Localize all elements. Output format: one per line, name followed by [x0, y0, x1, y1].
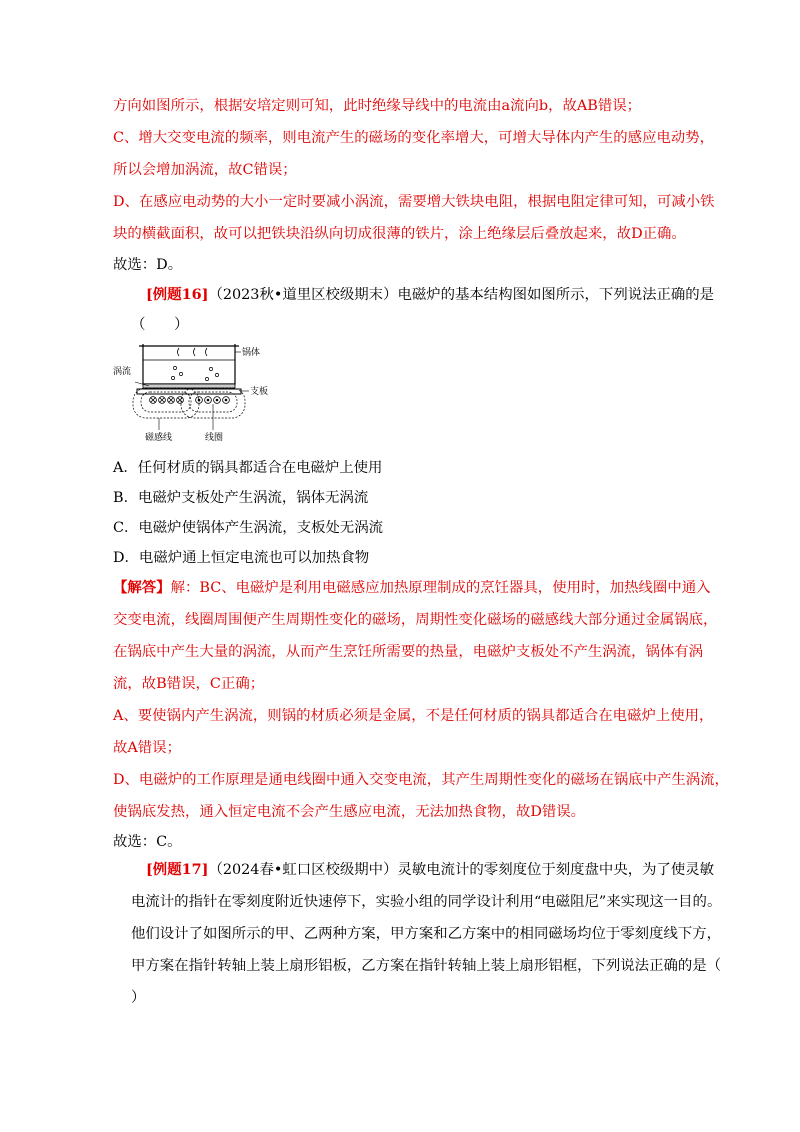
label-pot: 锅体 [242, 348, 261, 358]
text-line: C、增大交变电流的频率，则电流产生的磁场的变化率增大，可增大导体内产生的感应电动势， [113, 130, 715, 146]
option-c: C．电磁炉使锅体产生涡流，支板处无涡流 [113, 520, 384, 536]
q17-tag: [例题17] [146, 861, 209, 878]
label-plate: 支板 [250, 387, 269, 397]
q17-line: 甲方案在指针转轴上装上扇形铝板，乙方案在指针转轴上装上扇形铝框，下列说法正确的是（ [131, 958, 722, 974]
q16-stem [146, 286, 714, 304]
induction-cooker-diagram [113, 338, 269, 446]
solution-line: 故A错误； [113, 740, 181, 756]
q17-stem [146, 861, 714, 879]
text-line: 块的横截面积，故可以把铁块沿纵向切成很薄的铁片，涂上绝缘层后叠放起来，故D正确。 [113, 226, 686, 242]
label-field: 磁感线 [145, 433, 173, 443]
q16-stem-text: （2023秋•道里区校级期末）电磁炉的基本结构图如图所示，下列说法正确的是 [208, 287, 715, 303]
q16-paren: （ ） [131, 317, 189, 333]
option-d: D．电磁炉通上恒定电流也可以加热食物 [113, 550, 370, 566]
text-line: 方向如图所示，根据安培定则可知，此时绝缘导线中的电流由a流向b，故AB错误； [113, 98, 642, 114]
solution-line: 在锅底中产生大量的涡流，从而产生烹饪所需要的热量，电磁炉支板处不产生涡流，锅体有涡 [113, 644, 704, 660]
solution-text: 解：BC、电磁炉是利用电磁感应加热原理制成的烹饪器具，使用时，加热线圈中通入 [170, 580, 711, 596]
answer-choice: 故选：D。 [113, 257, 183, 273]
text-line: 所以会增加涡流，故C错误； [113, 162, 297, 178]
solution-tag: 【解答】 [113, 579, 171, 596]
option-a: A．任何材质的锅具都适合在电磁炉上使用 [113, 460, 383, 476]
answer-choice: 故选：C。 [113, 834, 182, 850]
label-coil: 线圈 [205, 433, 224, 443]
solution-line: 流，故B错误，C正确； [113, 676, 265, 692]
text-line: D、在感应电动势的大小一定时要减小涡流，需要增大铁块电阻，根据电阻定律可知，可减小铁 [113, 194, 715, 210]
solution-line: D、电磁炉的工作原理是通电线圈中通入交变电流，其产生周期性变化的磁场在锅底中产生涡流， [113, 772, 729, 788]
solution-line: A、要使锅内产生涡流，则锅的材质必须是金属，不是任何材质的锅具都适合在电磁炉上使用， [113, 708, 714, 724]
q17-line: 电流计的指针在零刻度附近快速停下，实验小组的同学设计利用“电磁阻尼”来实现这一目的。 [131, 894, 722, 910]
option-b: B．电磁炉支板处产生涡流，锅体无涡流 [113, 490, 369, 506]
q16-tag: [例题16] [146, 286, 209, 303]
q17-line: ） [131, 990, 146, 1006]
q17-stem-text: （2024春•虹口区校级期中）灵敏电流计的零刻度位于刻度盘中央，为了使灵敏 [208, 862, 715, 878]
solution-line: 交变电流，线圈周围便产生周期性变化的磁场，周期性变化磁场的磁感线大部分通过金属锅底， [113, 612, 718, 628]
solution-line [113, 579, 711, 597]
q17-line: 他们设计了如图所示的甲、乙两种方案，甲方案和乙方案中的相同磁场均位于零刻度线下方， [131, 926, 722, 942]
label-eddy: 涡流 [113, 367, 132, 377]
solution-line: 使锅底发热，通入恒定电流不会产生感应电流，无法加热食物，故D错误。 [113, 804, 586, 820]
